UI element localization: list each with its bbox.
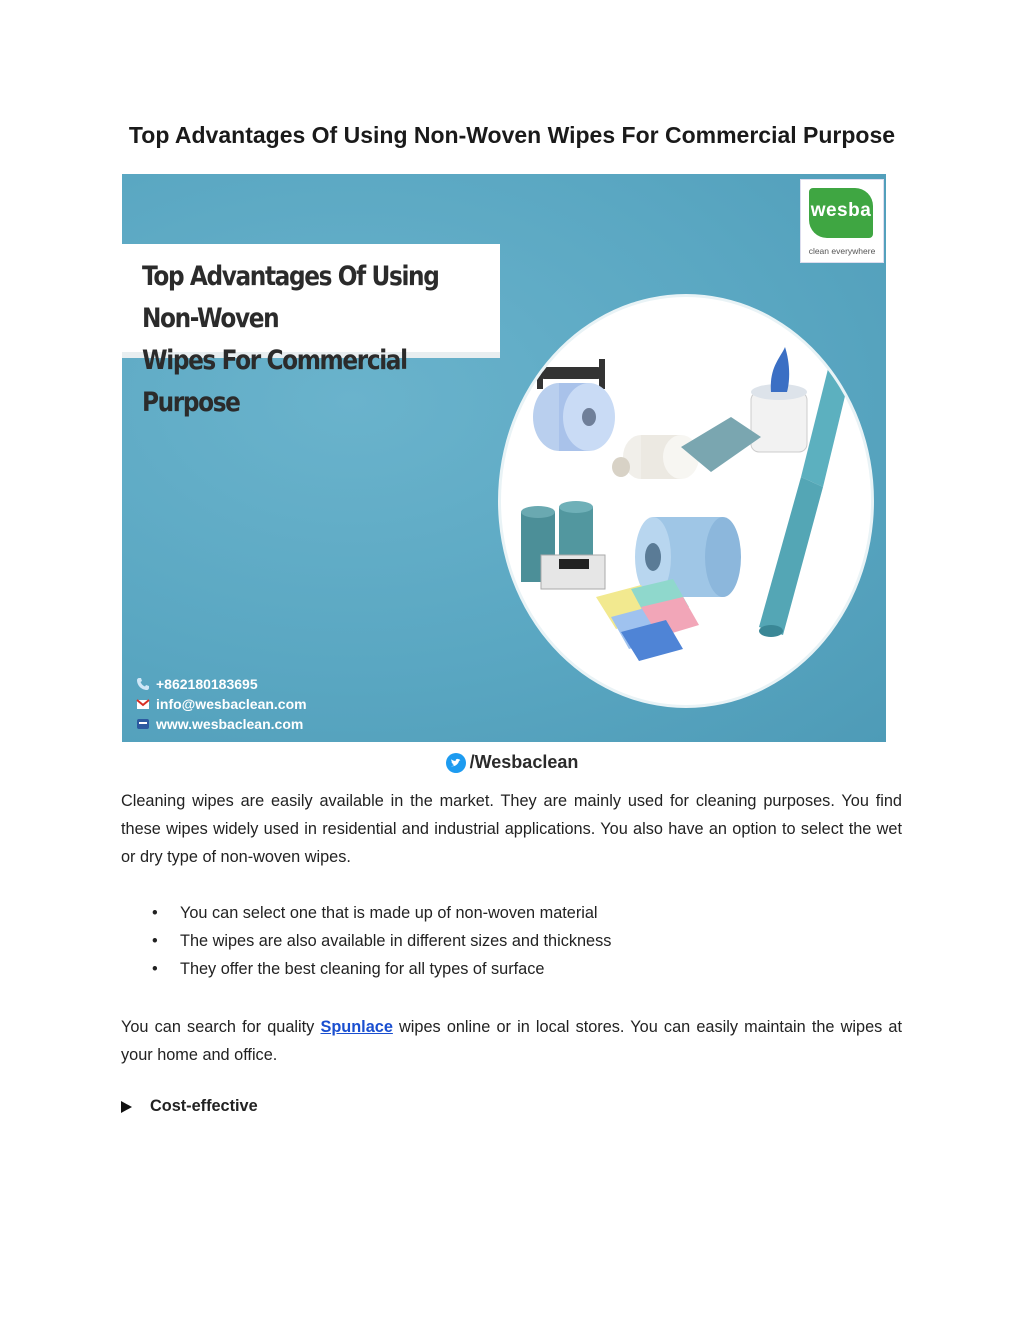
website-icon xyxy=(136,717,150,731)
logo-tagline: clean everywhere xyxy=(808,246,876,256)
products-illustration xyxy=(501,297,871,705)
list-item: • They offer the best cleaning for all types of surface xyxy=(121,955,611,983)
teal-wipe-rolls-icon xyxy=(521,501,605,589)
logo-badge xyxy=(809,188,873,238)
search-text-before: You can search for quality xyxy=(121,1018,321,1036)
website-url: www.wesbaclean.com xyxy=(156,716,304,732)
banner-image xyxy=(122,174,886,742)
email-address: info@wesbaclean.com xyxy=(156,696,307,712)
search-paragraph xyxy=(121,1013,902,1069)
document-title: Top Advantages Of Using Non-Woven Wipes For Commercial Purpose xyxy=(128,122,896,148)
intro-paragraph: Cleaning wipes are easily available in the market. They are mainly used for cleaning purposes. You find these wipes widely used in residential and industrial applications. You also have an option to select the wet or dry type of non-woven wipes. xyxy=(121,792,902,866)
list-item: • The wipes are also available in different sizes and thickness xyxy=(121,927,611,955)
wesba-logo xyxy=(800,179,884,263)
list-item: • You can select one that is made up of non-woven material xyxy=(121,899,611,927)
white-wipe-rolls-icon xyxy=(612,435,699,479)
twitter-handle: /Wesbaclean xyxy=(469,752,579,772)
email-icon xyxy=(136,697,150,711)
phone-number: +862180183695 xyxy=(156,676,258,692)
contact-email xyxy=(136,694,307,714)
phone-icon xyxy=(136,677,150,691)
search-text-after: wipes online or in local stores. You can easily maintain the wipes at your home and office. xyxy=(121,1018,903,1064)
contact-phone xyxy=(136,674,307,694)
spunlace-link[interactable]: Spunlace xyxy=(320,1018,393,1036)
subheading-text: Cost-effective xyxy=(150,1097,258,1115)
twitter-icon xyxy=(446,753,466,773)
banner-title-box xyxy=(122,244,500,418)
cost-effective-heading xyxy=(121,1097,258,1116)
contact-website xyxy=(136,714,307,734)
product-showcase xyxy=(498,294,874,708)
logo-word: wesba xyxy=(810,200,872,221)
banner-heading: Top Advantages Of Using Non-Woven Wipes For Commercial Purpose xyxy=(142,261,439,418)
contact-list xyxy=(136,674,307,734)
arrow-bullet-icon xyxy=(121,1101,132,1113)
feature-list xyxy=(121,899,611,983)
roll-dispenser-icon xyxy=(533,359,615,451)
wipes-canister-icon xyxy=(681,347,807,472)
social-handle-row xyxy=(0,752,1024,773)
